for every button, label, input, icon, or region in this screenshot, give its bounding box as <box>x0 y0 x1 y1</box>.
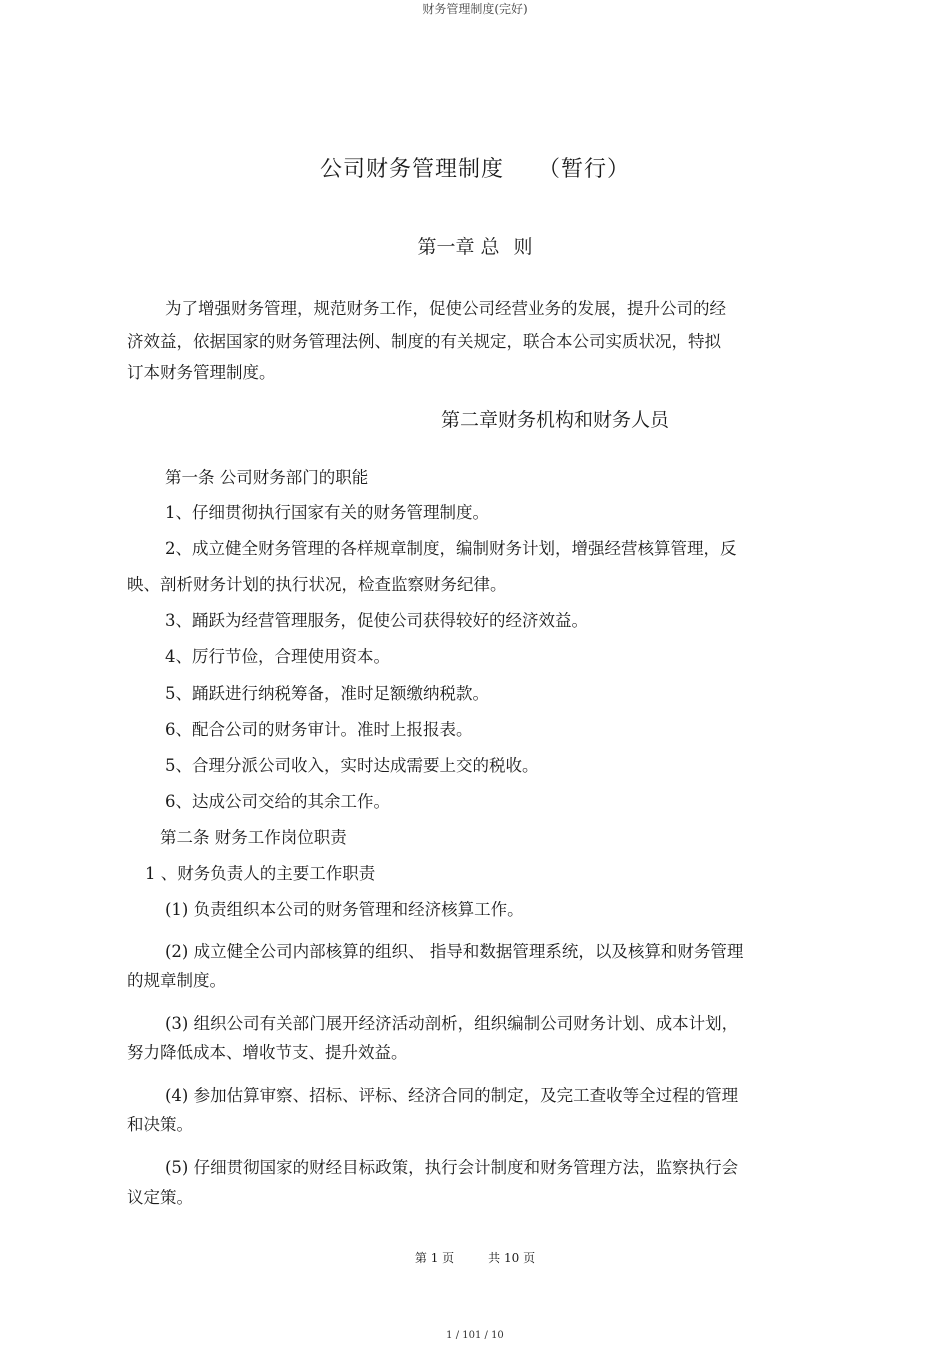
page-indicator: 1 / 101 / 10 <box>446 1330 504 1341</box>
page-total: 共 10 页 <box>488 1251 536 1265</box>
duty-item: (5) 仔细贯彻国家的财经目标政策，执行会计制度和财务管理方法，监察执行会 <box>165 1158 739 1177</box>
chapter1-heading <box>0 232 950 259</box>
duty-item: (4) 参加估算审察、招标、评标、经济合同的制定，及完工查收等全过程的管理 <box>165 1086 739 1105</box>
duty-item: (1) 负责组织本公司的财务管理和经济核算工作。 <box>165 900 524 919</box>
intro-line-2: 济效益，依据国家的财务管理法例、制度的有关规定，联合本公司实质状况，特拟 <box>127 332 721 351</box>
page-footer <box>0 1249 950 1266</box>
duty-item-continuation: 努力降低成本、增收节支、提升效益。 <box>127 1043 408 1062</box>
running-header: 财务管理制度(完好) <box>422 2 528 16</box>
subsection1-title: 1 、财务负责人的主要工作职责 <box>145 864 376 883</box>
list-item: 4、厉行节俭，合理使用资本。 <box>165 647 390 666</box>
list-item: 3、踊跃为经营管理服务，促使公司获得较好的经济效益。 <box>165 611 588 630</box>
list-item: 6、达成公司交给的其余工作。 <box>165 792 390 811</box>
duty-item-continuation: 议定策。 <box>127 1188 193 1207</box>
list-item: 5、合理分派公司收入，实时达成需要上交的税收。 <box>165 756 539 775</box>
intro-line-1: 为了增强财务管理，规范财务工作，促使公司经营业务的发展，提升公司的经 <box>165 299 726 318</box>
title-suffix: （暂行） <box>538 157 631 182</box>
article2-title: 第二条 财务工作岗位职责 <box>160 828 347 847</box>
page-number: 第 1 页 <box>414 1251 455 1265</box>
list-item-continuation: 映、剖析财务计划的执行状况，检查监察财务纪律。 <box>127 575 507 594</box>
article1-title: 第一条 公司财务部门的职能 <box>165 468 369 487</box>
duty-item: (3) 组织公司有关部门展开经济活动剖析，组织编制公司财务计划、成本计划， <box>165 1014 739 1033</box>
list-item: 5、踊跃进行纳税筹备，准时足额缴纳税款。 <box>165 684 489 703</box>
title-text: 公司财务管理制度 <box>319 157 504 182</box>
list-item: 1、仔细贯彻执行国家有关的财务管理制度。 <box>165 503 489 522</box>
duty-item: (2) 成立健全公司内部核算的组织、 指导和数据管理系统，以及核算和财务管理 <box>165 942 744 961</box>
chapter1-label: 第一章 <box>417 236 475 258</box>
list-item: 2、成立健全财务管理的各样规章制度，编制财务计划，增强经营核算管理，反 <box>165 539 737 558</box>
document-title <box>0 152 950 183</box>
chapter1-word2: 则 <box>513 236 533 258</box>
chapter2-heading: 第二章财务机构和财务人员 <box>441 409 670 431</box>
intro-line-3: 订本财务管理制度。 <box>127 363 276 382</box>
chapter1-word1: 总 <box>480 236 500 258</box>
list-item: 6、配合公司的财务审计。准时上报报表。 <box>165 720 473 739</box>
duty-item-continuation: 的规章制度。 <box>127 971 226 990</box>
duty-item-continuation: 和决策。 <box>127 1115 193 1134</box>
